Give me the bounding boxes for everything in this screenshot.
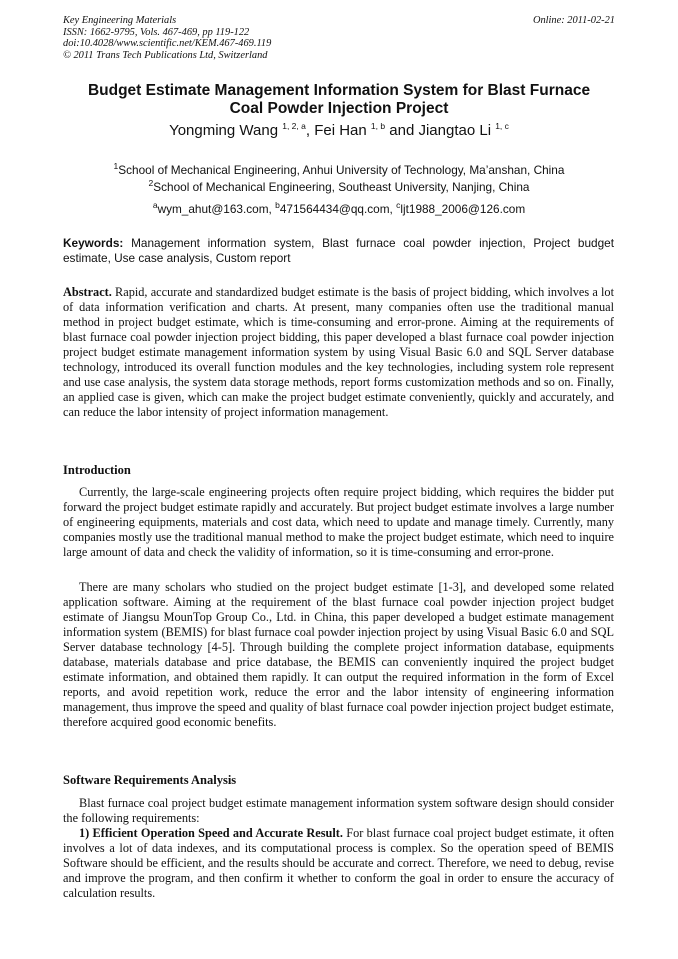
affiliation-text: School of Mechanical Engineering, Anhui University of Technology, Ma’anshan, China (118, 163, 565, 177)
introduction-paragraph-1: Currently, the large-scale engineering projects often require project bidding, which requires the bidder put forward the project budget estimate rapidly and accurately. But project budget estimate involves a large number of engineering equipments, materials and cost data, which need to update and manage timely. Currently, many companies mostly use the traditional manual method to make the project budget estimate, which need to inquire large amount of data and check the validity of information, so it is time-consuming and error-prone. (63, 485, 614, 560)
email-line (63, 202, 615, 216)
affiliation-superscript: 1 (113, 161, 119, 171)
requirements-paragraph-1: Blast furnace coal project budget estimate management information system software design should consider the following requirements: (63, 796, 614, 826)
author-separator: and (385, 122, 419, 139)
author-name: Yongming Wang (169, 122, 279, 139)
email-address: wym_ahut@163.com, (157, 202, 276, 216)
email-superscript: c (396, 200, 401, 210)
email-superscript: b (275, 200, 280, 210)
affiliation-superscript: 2 (148, 178, 154, 188)
title-line-1: Budget Estimate Management Information System for Blast Furnace (87, 82, 591, 99)
introduction-heading: Introduction (63, 463, 131, 477)
affiliation-1 (63, 163, 615, 177)
keywords-block (63, 236, 614, 266)
author-name: Jiangtao Li (418, 122, 492, 139)
author-name: Fei Han (314, 122, 367, 139)
affiliation-text: School of Mechanical Engineering, Southeast University, Nanjing, China (153, 180, 530, 194)
affiliation-2 (63, 180, 615, 194)
online-date: Online: 2011-02-21 (532, 15, 615, 26)
author-superscript: 1, b (370, 121, 386, 131)
title-line-2: Coal Powder Injection Project (229, 100, 449, 117)
requirement-item-label: 1) Efficient Operation Speed and Accurate Result. (79, 826, 343, 840)
author-separator: , (305, 122, 315, 139)
abstract-text: Rapid, accurate and standardized budget estimate is the basis of project bidding, which involves a lot of data information verification and charts. At present, many companies often use the traditional manual method in project budget estimate, which is time-consuming and error-prone. Aiming at the requirements of blast furnace coal powder injection project bidding, this paper developed a blast furnace coal powder injection project budget estimate management information system by using Visual Basic 6.0 and SQL Server database technology, introduced its overall function modules and the key technologies, including system role represent and use case analysis, the system data storage methods, report forms customization methods and so on. Finally, an applied case is given, which can make the project budget estimate conveniently, quickly and accurately, and can reduce the labor intensity of project information management. (63, 285, 614, 420)
email-address: 471564434@qq.com, (279, 202, 397, 216)
author-list (63, 122, 615, 140)
requirements-heading: Software Requirements Analysis (63, 773, 237, 787)
abstract-label: Abstract. (63, 285, 112, 299)
author-superscript: 1, c (495, 121, 509, 131)
keywords-label: Keywords: (63, 236, 124, 250)
email-address: ljt1988_2006@126.com (400, 202, 526, 216)
abstract-paragraph (63, 285, 614, 420)
copyright-line: © 2011 Trans Tech Publications Ltd, Switzerland (63, 49, 268, 61)
journal-name: Key Engineering Materials (63, 15, 177, 26)
doi-line: doi:10.4028/www.scientific.net/KEM.467-469.119 (63, 38, 272, 50)
requirement-item-1 (63, 826, 614, 901)
introduction-paragraph-2: There are many scholars who studied on the project budget estimate [1-3], and developed some related application software. Aiming at the requirement of the blast furnace coal powder injection project budget estimate of Jiangsu MounTop Group Co., Ltd. in China, this paper developed a budget estimate management information system (BEMIS) for blast furnace coal powder injection project by using Visual Basic 6.0 and SQL Server database technology [4-5]. Through building the complete project information database, equipments database, materials database and price database, the BEMIS can conveniently inquired the project budget estimate information, and obtained them rapidly. It can output the required information in the form of Excel reports, and avoid repetition work, reduce the error and the labor intensity of engineering information management, thus improve the speed and quality of blast furnace coal powder injection project budget estimate, therefore acquired good economic benefits. (63, 580, 614, 730)
paper-title (63, 82, 615, 118)
journal-header (63, 15, 615, 61)
requirement-item-text: For blast furnace coal project budget estimate, it often involves a lot of data indexes, and its computational process is complex. So the operation speed of BEMIS Software should be efficient, and the results should be accurate and correct. Therefore, we need to debug, revise and improve the program, and then confirm it whether to conform the goal in order to ensure the accuracy of calculation results. (63, 826, 615, 901)
email-superscript: a (152, 200, 158, 210)
keywords-text: Management information system, Blast furnace coal powder injection, Project budget estimate, Use case analysis, Custom report (63, 236, 614, 265)
issn-line: ISSN: 1662-9795, Vols. 467-469, pp 119-122 (63, 26, 250, 38)
author-superscript: 1, 2, a (282, 121, 306, 131)
